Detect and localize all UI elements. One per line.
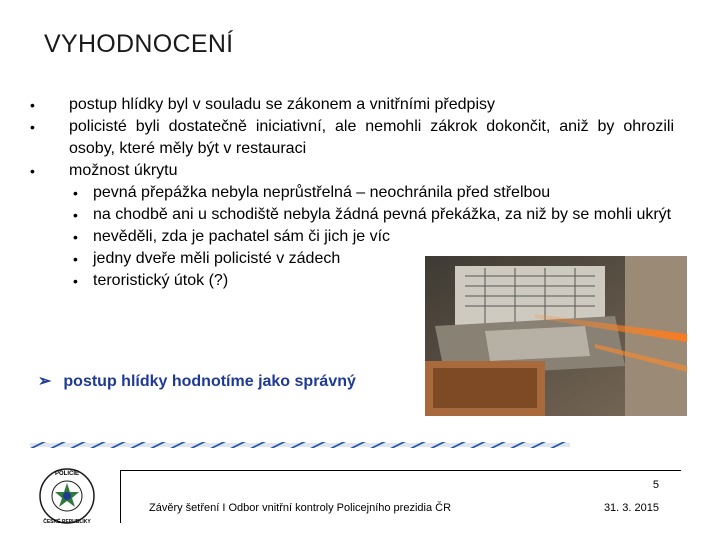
bullet-dot-icon: • xyxy=(30,163,35,179)
footer xyxy=(120,470,681,523)
bullet-dot-icon: • xyxy=(73,273,78,289)
sub-bullet-text: na chodbě ani u schodiště nebyla žádná pevná překážka, za niž by se mohli ukrýt xyxy=(93,206,672,223)
page-number: 5 xyxy=(652,479,659,491)
svg-text:POLICIE: POLICIE xyxy=(54,471,80,477)
bullet-text: možnost úkrytu xyxy=(69,162,178,179)
slide-title: VYHODNOCENÍ xyxy=(44,30,234,58)
svg-text:ČESKÉ REPUBLIKY: ČESKÉ REPUBLIKY xyxy=(43,519,91,525)
sub-bullet-text: nevěděli, zda je pachatel sám či jich je víc xyxy=(93,228,391,245)
bullet-dot-icon: • xyxy=(73,185,78,201)
bullet-text: policisté byli dostatečně iniciativní, ale nemohli zákrok dokončit, aniž by ohrozili osoby, které měly být v restauraci xyxy=(69,118,674,157)
footer-text: Závěry šetření I Odbor vnitřní kontroly Policejního prezidia ČR xyxy=(149,502,452,514)
arrow-right-icon: ➢ xyxy=(38,373,52,390)
police-logo-icon xyxy=(32,466,102,526)
sub-bullet-item xyxy=(28,226,426,248)
footer-date: 31. 3. 2015 xyxy=(603,502,659,514)
bullet-dot-icon: • xyxy=(73,207,78,223)
bullet-item xyxy=(28,160,674,182)
sub-bullet-item xyxy=(28,248,426,270)
sub-bullet-text: pevná přepážka nebyla neprůstřelná – neochránila před střelbou xyxy=(93,184,551,201)
bullet-text: postup hlídky byl v souladu se zákonem a vnitřními předpisy xyxy=(69,96,495,113)
sub-bullet-text: teroristický útok (?) xyxy=(93,272,229,289)
sub-bullet-item xyxy=(28,270,426,292)
bullet-dot-icon: • xyxy=(73,229,78,245)
scene-photo-icon xyxy=(425,256,687,416)
conclusion xyxy=(38,371,356,391)
bullet-item xyxy=(28,94,674,116)
sub-bullet-item xyxy=(28,182,674,204)
sub-bullet-text: jedny dveře měli policisté v zádech xyxy=(93,250,341,267)
bullet-dot-icon: • xyxy=(30,97,35,113)
sub-bullet-item xyxy=(28,204,674,226)
bullet-dot-icon: • xyxy=(73,251,78,267)
bullet-item xyxy=(28,116,674,160)
decorative-stripe xyxy=(30,440,570,450)
conclusion-text: postup hlídky hodnotíme jako správný xyxy=(63,373,356,390)
bullet-dot-icon: • xyxy=(30,119,35,135)
scene-photo xyxy=(425,256,687,416)
